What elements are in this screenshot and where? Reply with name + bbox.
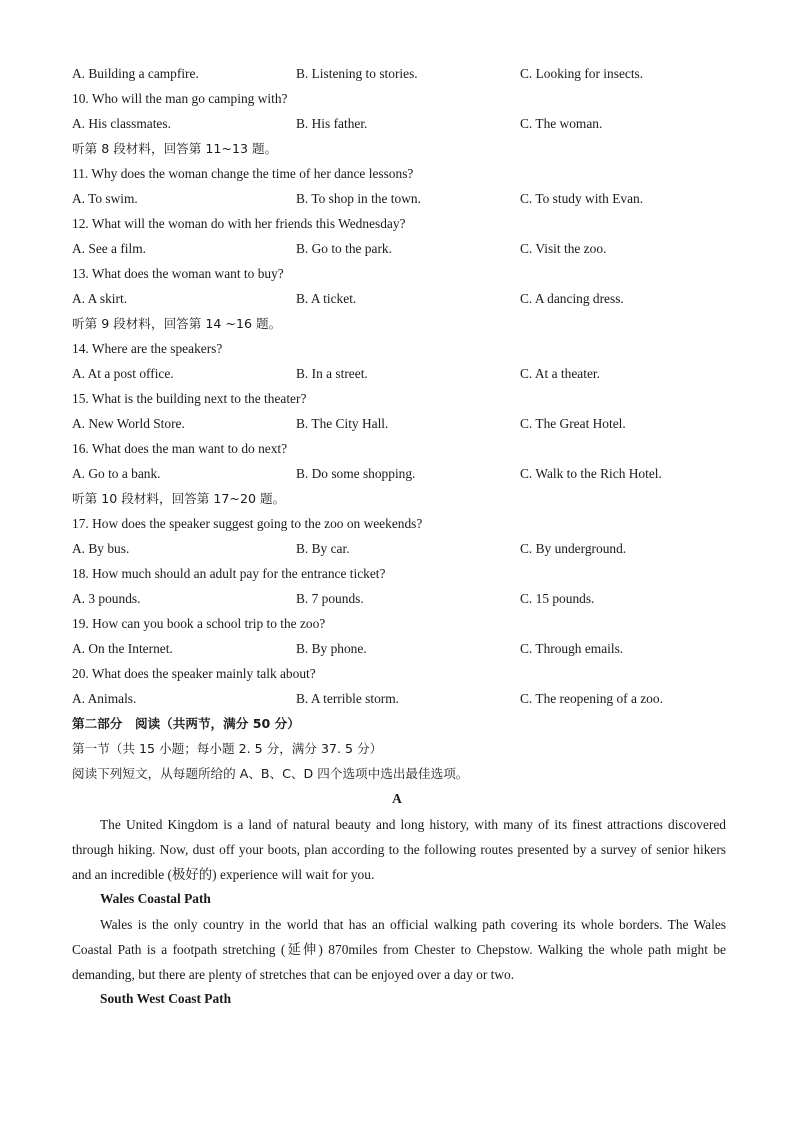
q14-options [0, 366, 794, 382]
q20-option-a: A. Animals. [72, 691, 137, 706]
q14-option-a: A. At a post office. [72, 366, 174, 381]
passage-label: A [392, 791, 402, 806]
q15-option-c: C. The Great Hotel. [520, 416, 626, 431]
q17-options [0, 541, 794, 557]
section-8-instruction: 听第 8 段材料，回答第 11~13 题。 [72, 141, 278, 156]
q11-option-b: B. To shop in the town. [296, 191, 421, 206]
q13-option-a: A. A skirt. [72, 291, 128, 306]
q18-options [0, 591, 794, 607]
q16-options [0, 466, 794, 482]
q12-options [0, 241, 794, 257]
q19-option-c: C. Through emails. [520, 641, 624, 656]
q15-option-b: B. The City Hall. [296, 416, 389, 431]
q9-options [0, 66, 794, 82]
q12-option-b: B. Go to the park. [296, 241, 392, 256]
q18-option-c: C. 15 pounds. [520, 591, 595, 606]
q15-option-a: A. New World Store. [72, 416, 185, 431]
q15-options [0, 416, 794, 432]
reading-section-1-title: 第一节（共 15 小题；每小题 2. 5 分，满分 37. 5 分） [72, 741, 383, 756]
q11-options [0, 191, 794, 207]
q13-option-c: C. A dancing dress. [520, 291, 624, 306]
q19-question: 19. How can you book a school trip to the zoo? [72, 616, 326, 631]
q11-question: 11. Why does the woman change the time of her dance lessons? [72, 166, 414, 181]
q12-option-a: A. See a film. [72, 241, 147, 256]
q12-option-c: C. Visit the zoo. [520, 241, 607, 256]
q18-option-b: B. 7 pounds. [296, 591, 364, 606]
q17-option-c: C. By underground. [520, 541, 627, 556]
q13-option-b: B. A ticket. [296, 291, 357, 306]
reading-instruction: 阅读下列短文，从每题所给的 A、B、C、D 四个选项中选出最佳选项。 [72, 766, 469, 781]
q15-question: 15. What is the building next to the theater? [72, 391, 307, 406]
q17-question: 17. How does the speaker suggest going to the zoo on weekends? [72, 516, 423, 531]
q16-option-c: C. Walk to the Rich Hotel. [520, 466, 662, 481]
q9-option-a: A. Building a campfire. [72, 66, 199, 81]
q19-options [0, 641, 794, 657]
wales-heading: Wales Coastal Path [100, 891, 211, 906]
south-west-heading: South West Coast Path [100, 991, 232, 1006]
q19-option-a: A. On the Internet. [72, 641, 173, 656]
q18-option-a: A. 3 pounds. [72, 591, 141, 606]
q10-option-b: B. His father. [296, 116, 368, 131]
q10-option-c: C. The woman. [520, 116, 603, 131]
q10-option-a: A. His classmates. [72, 116, 171, 131]
q20-options [0, 691, 794, 707]
q12-question: 12. What will the woman do with her friends this Wednesday? [72, 216, 406, 231]
q20-option-b: B. A terrible storm. [296, 691, 400, 706]
q18-question: 18. How much should an adult pay for the entrance ticket? [72, 566, 386, 581]
q11-option-a: A. To swim. [72, 191, 138, 206]
q13-question: 13. What does the woman want to buy? [72, 266, 284, 281]
reading-part-title: 第二部分 阅读（共两节，满分 50 分） [72, 716, 300, 731]
q16-option-a: A. Go to a bank. [72, 466, 161, 481]
q14-option-c: C. At a theater. [520, 366, 600, 381]
q13-options [0, 291, 794, 307]
section-9-instruction: 听第 9 段材料，回答第 14 ~16 题。 [72, 316, 282, 331]
q14-option-b: B. In a street. [296, 366, 368, 381]
q19-option-b: B. By phone. [296, 641, 367, 656]
wales-paragraph: Wales is the only country in the world that has an official walking path covering its whole borders. The Wales Coastal Path is a footpath stretching (延伸) 870miles from Chester to Chepstow. Walking the whole path might be demanding, but there are plenty of stretches that can be enjoyed over a day or two. [72, 917, 726, 982]
q17-option-a: A. By bus. [72, 541, 130, 556]
q17-option-b: B. By car. [296, 541, 350, 556]
q20-option-c: C. The reopening of a zoo. [520, 691, 663, 706]
section-10-instruction: 听第 10 段材料，回答第 17~20 题。 [72, 491, 286, 506]
q9-option-b: B. Listening to stories. [296, 66, 418, 81]
passage-intro: The United Kingdom is a land of natural beauty and long history, with many of its finest attractions discovered through hiking. Now, dust off your boots, plan according to the following routes presented by a survey of senior hikers and an incredible (极好的) experience will wait for you. [72, 817, 726, 882]
q10-question: 10. Who will the man go camping with? [72, 91, 288, 106]
q11-option-c: C. To study with Evan. [520, 191, 644, 206]
q16-question: 16. What does the man want to do next? [72, 441, 288, 456]
q14-question: 14. Where are the speakers? [72, 341, 223, 356]
q9-option-c: C. Looking for insects. [520, 66, 644, 81]
q20-question: 20. What does the speaker mainly talk about? [72, 666, 316, 681]
q16-option-b: B. Do some shopping. [296, 466, 416, 481]
q10-options [0, 116, 794, 132]
